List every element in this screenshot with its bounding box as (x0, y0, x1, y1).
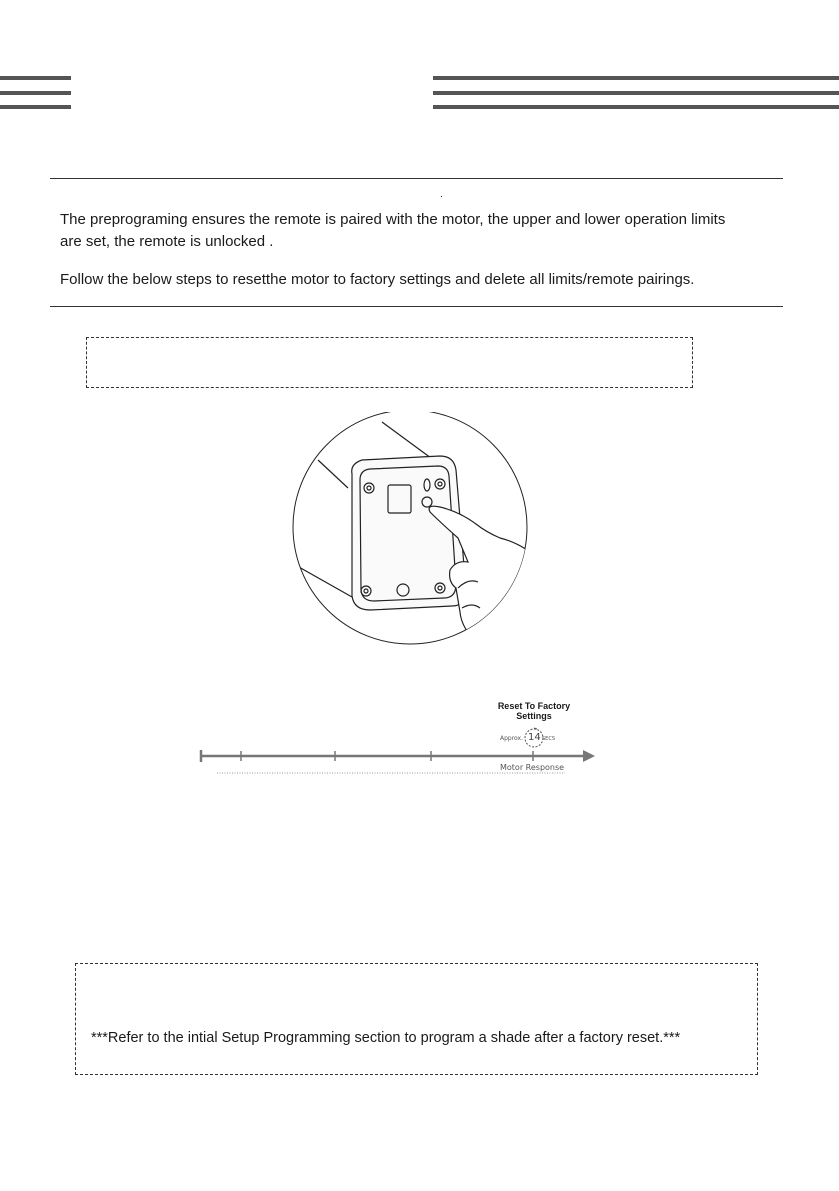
factory-reset-note: ***Refer to the intial Setup Programming section to program a shade after a factory reset.*** (91, 1030, 681, 1046)
approx-label: Approx. (500, 735, 524, 742)
intro-line-1: The preprograming ensures the remote is paired with the motor, the upper and lower operation limits (60, 211, 726, 228)
duration-value: 14 (528, 732, 541, 743)
header-bar-left-1 (0, 76, 71, 80)
intro-line-2: are set, the remote is unlocked . (60, 233, 274, 250)
header-bar-left-2 (0, 91, 71, 95)
note-box (75, 963, 758, 1075)
motor-reset-illustration (290, 412, 580, 682)
reset-label-line-1: Reset To Factory (497, 701, 571, 711)
stray-dot: . (440, 189, 443, 200)
header-bar-left-3 (0, 105, 71, 109)
intro-line-3: Follow the below steps to resetthe motor to factory settings and delete all limits/remote pairings. (60, 271, 695, 288)
reset-label (470, 701, 598, 721)
section-rule-bottom (50, 306, 783, 307)
header-bar-right-3 (433, 105, 839, 109)
reset-label-line-2: Settings (516, 711, 552, 721)
instruction-box (86, 337, 693, 388)
header-bar-right-1 (433, 76, 839, 80)
header-bar-right-2 (433, 91, 839, 95)
motor-response-label: Motor Response (500, 763, 565, 772)
duration-unit: SECS (542, 736, 555, 742)
section-rule-top (50, 178, 783, 179)
